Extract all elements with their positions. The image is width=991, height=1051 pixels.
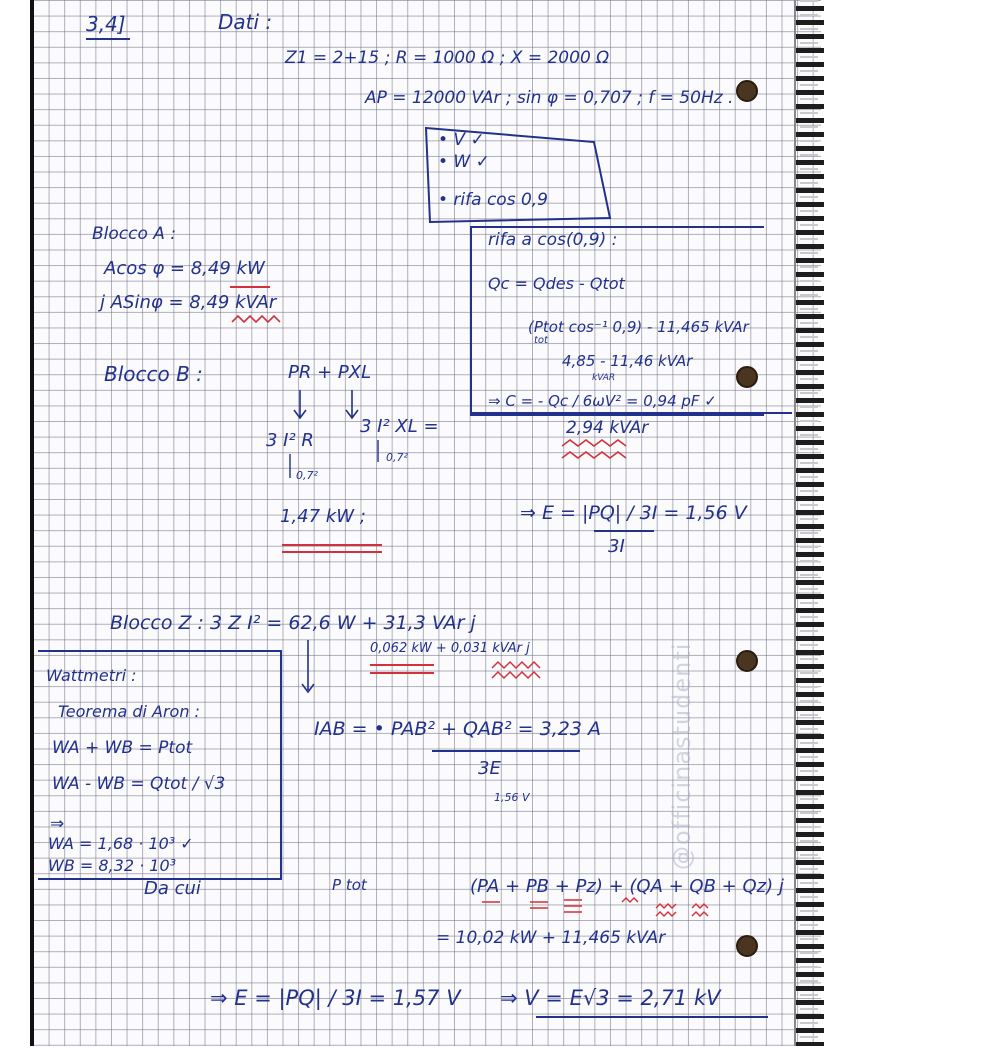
problem-number: 3,4] (86, 12, 126, 36)
blocco-a-eq-2: j ASinφ = 8,49 kVAr (100, 292, 277, 313)
rifa-title: rifa a cos(0,9) : (488, 230, 618, 250)
blocco-a-eq-1: Acos φ = 8,49 kW (104, 258, 265, 279)
request-item: • rifa cos 0,9 (438, 190, 548, 210)
blocco-a-label: Blocco A : (92, 224, 177, 244)
wattmetri-eq-1: WA + WB = Ptot (52, 738, 193, 758)
wattmetri-res-1: WA = 1,68 · 10³ ✓ (48, 834, 194, 853)
iab-den: 3E (478, 758, 501, 779)
iab-den-sub: 1,56 V (494, 791, 530, 804)
rifa-eq-3-sub: kVAR (592, 373, 616, 383)
blocco-b-left-sub: 0,7² (296, 469, 318, 482)
blocco-z-sub: 0,062 kW + 0,031 kVAr j (370, 641, 530, 656)
watermark: @officinastudenti (668, 642, 696, 870)
wattmetri-res-2: WB = 8,32 · 10³ (48, 856, 177, 875)
final-underline (536, 1016, 768, 1018)
blocco-b-sum: PR + PXL (288, 362, 372, 383)
request-item: • W ✓ (438, 152, 490, 172)
ptot-label: P tot (332, 876, 367, 894)
wattmetri-title: Wattmetri : (46, 666, 137, 685)
blocco-b-left-result: 1,47 kW ; (280, 506, 366, 527)
blocco-b-e-den: 3I (608, 536, 625, 557)
rifa-eq-4: ⇒ C = - Qc / 6ωV² = 0,94 pF ✓ (488, 392, 717, 410)
wattmetri-subtitle: Teorema di Aron : (58, 702, 200, 721)
data-line-2: AP = 12000 VAr ; sin φ = 0,707 ; f = 50Hz . (365, 88, 734, 108)
blocco-b-right-result: 2,94 kVAr (566, 418, 649, 438)
final-eq-1: ⇒ E = |PQ| / 3I = 1,57 V (210, 986, 461, 1010)
rifa-eq-1: Qc = Qdes - Qtot (488, 274, 625, 293)
da-cui-eq-2: = 10,02 kW + 11,465 kVAr (436, 928, 666, 948)
data-line-1: Z1 = 2+15 ; R = 1000 Ω ; X = 2000 Ω (285, 48, 610, 68)
blocco-b-label: Blocco B : (104, 362, 203, 386)
request-item: • V ✓ (438, 130, 485, 150)
rifa-eq-2: (Ptot cos⁻¹ 0,9) - 11,465 kVAr (528, 318, 749, 336)
da-cui-label: Da cui (144, 878, 201, 899)
wattmetri-eq-2: WA - WB = Qtot / √3 (52, 774, 226, 794)
blocco-z-eq: Blocco Z : 3 Z I² = 62,6 W + 31,3 VAr j (110, 612, 476, 634)
blocco-b-right-sub: 0,7² (386, 451, 408, 464)
blocco-b-right-expr: 3 I² XL = (360, 416, 439, 437)
wattmetri-arrow: ⇒ (50, 814, 65, 834)
rifa-eq-3: 4,85 - 11,46 kVAr (562, 352, 693, 370)
rifa-eq-2-sub: tot (534, 335, 548, 346)
da-cui-eq: (PA + PB + Pz) + (QA + QB + Qz) j (470, 876, 784, 897)
blocco-b-left-expr: 3 I² R (266, 430, 314, 451)
iab-eq: IAB = • PAB² + QAB² = 3,23 A (314, 718, 601, 740)
dati-label: Dati : (218, 10, 273, 34)
blocco-b-e-eq: ⇒ E = |PQ| / 3I = 1,56 V (520, 502, 747, 524)
final-eq-2: ⇒ V = E√3 = 2,71 kV (500, 986, 721, 1010)
